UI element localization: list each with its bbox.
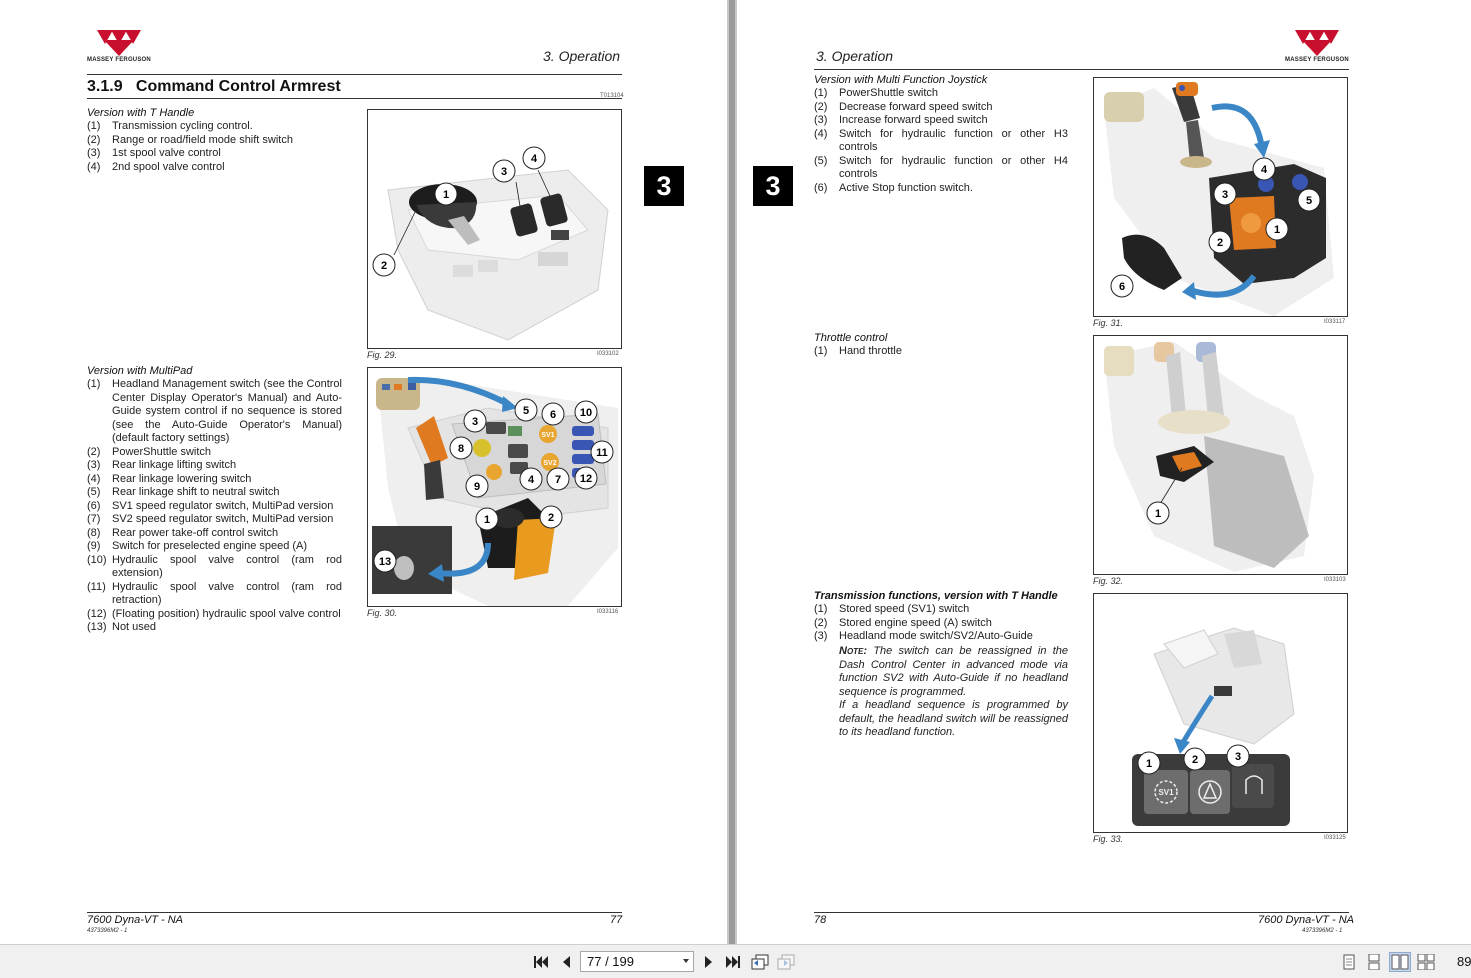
list-item: (1) Headland Management switch (see the Control Center Display Operator's Manual) and Auto-Guide system control if no sequence is stored (see the Auto-Guide Operator's Manual) (default factory settings) <box>87 378 342 444</box>
callout-2: 2 <box>1191 754 1199 766</box>
running-head: 3. Operation <box>816 48 894 64</box>
list-item: (2) PowerShuttle switch <box>87 445 212 458</box>
forward-view-icon <box>777 954 795 970</box>
list-item: (5) Rear linkage shift to neutral switch <box>87 486 280 498</box>
callout-6: 6 <box>549 409 557 421</box>
dropdown-arrow-icon <box>683 959 689 963</box>
callout-4: 4 <box>1260 164 1268 176</box>
continuous-page-icon <box>1367 954 1381 970</box>
multipad-list <box>87 378 342 635</box>
callout-1: 1 <box>1154 508 1162 520</box>
list-item: (6) SV1 speed regulator switch, MultiPad version <box>87 499 334 512</box>
note-block <box>839 645 1068 740</box>
callout-4: 4 <box>527 474 535 486</box>
callout-3: 3 <box>1221 189 1229 201</box>
note-text-2: If a headland sequence is programmed by default, the headland switch will be reassigned to its headland function. <box>839 699 1068 738</box>
massey-ferguson-logo <box>87 26 151 66</box>
page-number: 78 <box>814 914 827 926</box>
list-item: (13) Not used <box>87 621 157 633</box>
note-label: Note: <box>839 645 868 657</box>
callout-1: 1 <box>1145 758 1153 770</box>
list-item: (4) Rear linkage lowering switch <box>87 472 252 485</box>
figure-32-throttle <box>1093 335 1348 575</box>
last-page-icon <box>725 955 741 969</box>
list-item: (5) Switch for hydraulic function or other H4 controls <box>814 154 1068 180</box>
page-number-input[interactable] <box>580 951 694 972</box>
callout-13: 13 <box>378 556 392 568</box>
first-page-button[interactable] <box>531 952 551 972</box>
callout-3: 3 <box>471 416 479 428</box>
footer-model: 7600 Dyna-VT - NA <box>87 914 183 926</box>
figure-caption: Fig. 32. <box>1093 576 1124 586</box>
footer-model: 7600 Dyna-VT - NA <box>1258 914 1354 926</box>
list-item: (7) SV2 speed regulator switch, MultiPad version <box>87 513 334 525</box>
page-indicator: 77 / 199 <box>587 954 634 969</box>
callout-6: 6 <box>1118 281 1126 293</box>
two-page-view-button[interactable] <box>1389 952 1411 972</box>
section-rule <box>87 98 622 99</box>
list-item: (3) Rear linkage lifting switch <box>87 459 237 471</box>
callout-5: 5 <box>1305 195 1313 207</box>
list-item: (3) Headland mode switch/SV2/Auto-Guide <box>814 630 1033 642</box>
callout-1: 1 <box>483 514 491 526</box>
list-item: (2) Stored engine speed (A) switch <box>814 616 992 629</box>
chevron-left-icon <box>560 955 572 969</box>
figure-caption: Fig. 33. <box>1093 834 1124 844</box>
single-page-icon <box>1342 954 1356 970</box>
throttle-list <box>814 345 1068 359</box>
previous-page-button[interactable] <box>556 952 576 972</box>
page-gutter <box>727 0 737 944</box>
list-item: (3) Increase forward speed switch <box>814 114 988 126</box>
list-item: (6) Active Stop function switch. <box>814 181 973 194</box>
figure-code: I033117 <box>1324 319 1346 325</box>
t-handle-heading: Version with T Handle <box>87 107 195 119</box>
page-number: 77 <box>610 914 623 926</box>
transmission-heading: Transmission functions, version with T Handle <box>814 590 1058 602</box>
callout-11: 11 <box>596 447 608 459</box>
callout-9: 9 <box>473 481 481 493</box>
list-item: (1) Hand throttle <box>814 345 902 357</box>
list-item: (11) Hydraulic spool valve control (ram rod retraction) <box>87 580 342 606</box>
page-77 <box>0 0 727 944</box>
figure-29-t-handle <box>367 109 622 349</box>
t-handle-list <box>87 120 342 174</box>
first-page-icon <box>533 955 549 969</box>
multipad-heading: Version with MultiPad <box>87 365 193 377</box>
zoom-level[interactable]: 89 <box>1457 954 1471 969</box>
list-item: (9) Switch for preselected engine speed (A) <box>87 540 308 552</box>
figure-code: I033103 <box>1324 577 1346 583</box>
last-page-button[interactable] <box>723 952 743 972</box>
list-item: (12) (Floating position) hydraulic spool valve control <box>87 607 341 620</box>
callout-10: 10 <box>579 407 593 419</box>
figure-31-joystick <box>1093 77 1348 317</box>
figure-code: I033125 <box>1324 835 1346 841</box>
header-rule <box>87 74 622 75</box>
callout-4: 4 <box>530 153 538 165</box>
list-item: (1) Transmission cycling control. <box>87 120 253 132</box>
callout-3: 3 <box>500 166 508 178</box>
figure-caption: Fig. 30. <box>367 608 398 618</box>
callout-2: 2 <box>1216 237 1224 249</box>
svg-text:SV1: SV1 <box>541 432 555 439</box>
go-forward-view-button[interactable] <box>776 952 796 972</box>
viewer-toolbar <box>0 944 1471 978</box>
two-page-continuous-button[interactable] <box>1416 952 1436 972</box>
list-item: (1) Stored speed (SV1) switch <box>814 603 970 615</box>
transmission-list <box>814 603 1068 644</box>
two-page-icon <box>1391 954 1409 970</box>
list-item: (2) Range or road/field mode shift switch <box>87 133 293 146</box>
list-item: (2) Decrease forward speed switch <box>814 100 993 113</box>
callout-5: 5 <box>522 405 530 417</box>
continuous-view-button[interactable] <box>1364 952 1384 972</box>
list-item: (1) PowerShuttle switch <box>814 87 939 99</box>
callout-12: 12 <box>579 473 593 485</box>
callout-1: 1 <box>442 189 450 201</box>
callout-1: 1 <box>1273 224 1281 236</box>
note-text: The switch can be reassigned in the Dash Control Center in advanced mode via function SV2 with Auto-Guide if no headland sequence is programmed. <box>839 645 1068 698</box>
list-item: (8) Rear power take-off control switch <box>87 526 279 539</box>
callout-8: 8 <box>457 443 465 455</box>
list-item: (4) 2nd spool valve control <box>87 160 225 173</box>
list-item: (10) Hydraulic spool valve control (ram rod extension) <box>87 553 342 579</box>
figure-30-multipad <box>367 367 622 607</box>
callout-7: 7 <box>554 474 562 486</box>
running-head: 3. Operation <box>543 48 621 64</box>
figure-code: I033116 <box>597 609 619 615</box>
chevron-right-icon <box>703 955 715 969</box>
chapter-tab: 3 <box>644 166 684 206</box>
callout-2: 2 <box>547 512 555 524</box>
svg-text:SV2: SV2 <box>543 460 557 467</box>
two-page-continuous-icon <box>1417 954 1435 970</box>
figure-33-transmission <box>1093 593 1348 833</box>
figure-caption: Fig. 31. <box>1093 318 1124 328</box>
figure-caption: Fig. 29. <box>367 350 398 360</box>
list-item: (4) Switch for hydraulic function or other H3 controls <box>814 127 1068 153</box>
header-rule <box>814 69 1349 70</box>
section-title: 3.1.9 Command Control Armrest <box>87 78 341 95</box>
svg-text:SV1: SV1 <box>1158 788 1174 797</box>
back-view-icon <box>751 954 769 970</box>
single-page-view-button[interactable] <box>1339 952 1359 972</box>
footer-rule <box>87 912 622 913</box>
figure-code: I033102 <box>597 351 619 357</box>
brand-name: MASSEY FERGUSON <box>1285 57 1349 63</box>
page-78 <box>737 0 1471 944</box>
brand-name: MASSEY FERGUSON <box>87 57 151 63</box>
chapter-tab: 3 <box>753 166 793 206</box>
callout-3: 3 <box>1234 751 1242 763</box>
footer-rule <box>814 912 1349 913</box>
section-code: T013104 <box>600 93 624 99</box>
callout-2: 2 <box>380 260 388 272</box>
joystick-heading: Version with Multi Function Joystick <box>814 74 988 86</box>
massey-ferguson-logo <box>1285 26 1349 66</box>
throttle-heading: Throttle control <box>814 332 888 344</box>
list-item: (3) 1st spool valve control <box>87 147 221 159</box>
footer-doc-number: 4373396M2 - 1 <box>87 928 128 934</box>
footer-doc-number: 4373396M2 - 1 <box>1302 928 1343 934</box>
joystick-list <box>814 87 1068 195</box>
go-back-view-button[interactable] <box>750 952 770 972</box>
next-page-button[interactable] <box>699 952 719 972</box>
